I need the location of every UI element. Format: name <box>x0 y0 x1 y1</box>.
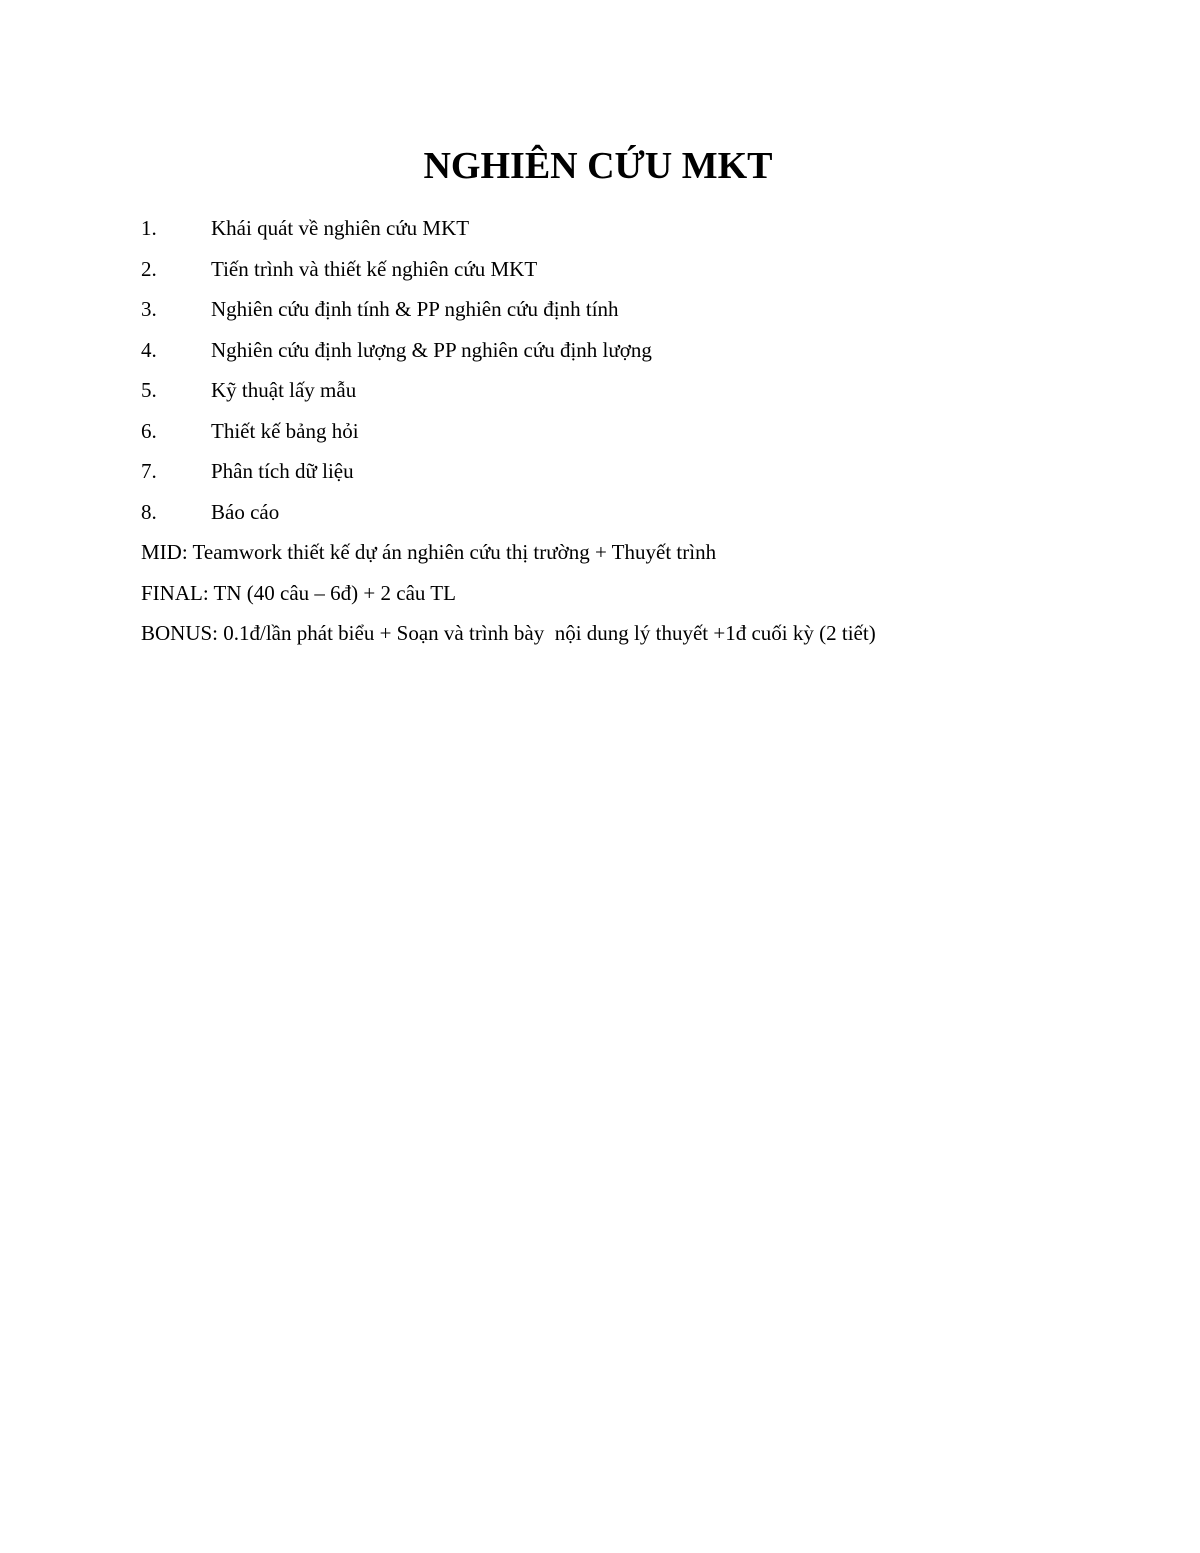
item-number: 5. <box>141 378 157 402</box>
item-text: Nghiên cứu định tính & PP nghiên cứu định tính <box>211 297 619 321</box>
item-text: Nghiên cứu định lượng & PP nghiên cứu định lượng <box>211 337 652 362</box>
item-text: Khái quát về nghiên cứu MKT <box>211 216 470 240</box>
grading-notes <box>141 536 876 658</box>
outline-item-3 <box>141 293 652 334</box>
final-note: FINAL: TN (40 câu – 6đ) + 2 câu TL <box>141 580 456 605</box>
item-text: Báo cáo <box>211 499 280 524</box>
item-number: 1. <box>141 216 157 240</box>
course-outline-list <box>141 212 652 536</box>
outline-item-6 <box>141 415 652 456</box>
outline-item-2 <box>141 253 652 294</box>
item-number: 4. <box>141 337 157 362</box>
outline-item-4 <box>141 334 652 375</box>
outline-item-8 <box>141 496 652 537</box>
mid-note: MID: Teamwork thiết kế dự án nghiên cứu thị trường + Thuyết trình <box>141 540 717 564</box>
item-number: 7. <box>141 459 157 483</box>
item-text: Kỹ thuật lấy mẫu <box>211 378 357 402</box>
item-text: Tiến trình và thiết kế nghiên cứu MKT <box>211 256 538 281</box>
item-text: Phân tích dữ liệu <box>211 459 354 483</box>
item-text: Thiết kế bảng hỏi <box>211 418 359 443</box>
item-number: 8. <box>141 499 157 524</box>
bonus-note: BONUS: 0.1đ/lần phát biểu + Soạn và trình bày nội dung lý thuyết +1đ cuối kỳ (2 tiết) <box>141 621 876 645</box>
item-number: 2. <box>141 256 157 281</box>
outline-item-7 <box>141 455 652 496</box>
outline-item-5 <box>141 374 652 415</box>
item-number: 6. <box>141 418 157 443</box>
outline-item-1 <box>141 212 652 253</box>
page-title: NGHIÊN CỨU MKT <box>423 145 773 187</box>
item-number: 3. <box>141 297 157 321</box>
